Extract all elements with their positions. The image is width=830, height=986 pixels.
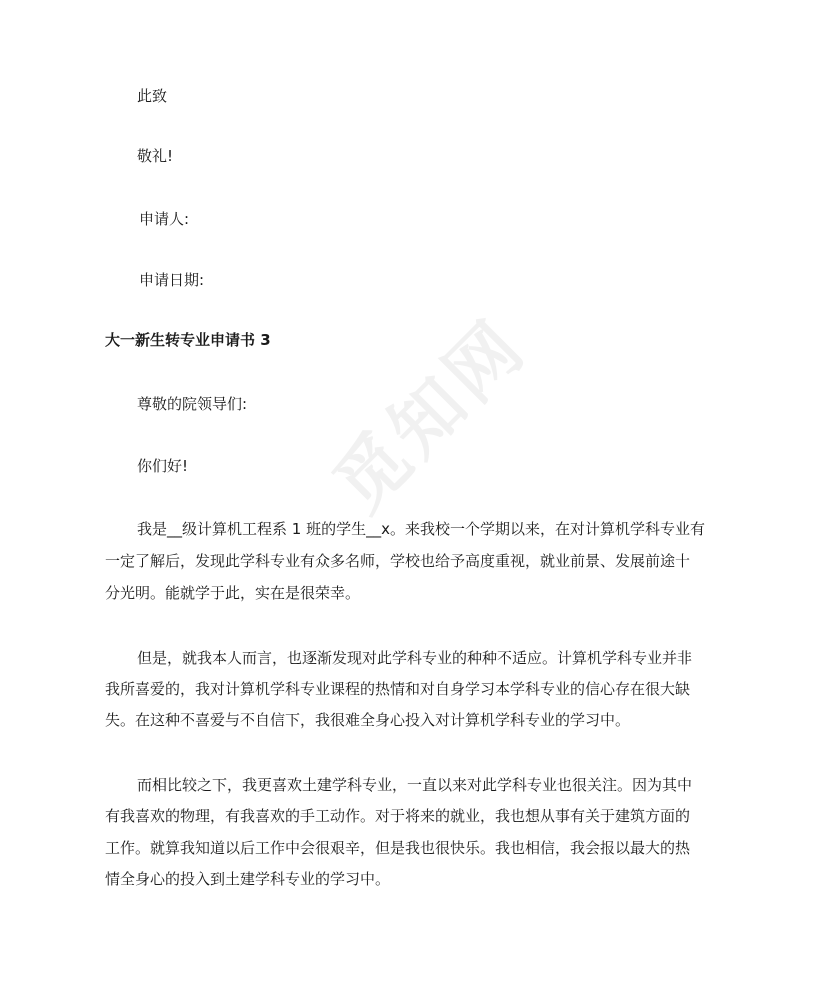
paragraph-1-line-1: 我是__级计算机工程系 1 班的学生__x。来我校一个学期以来，在对计算机学科专业有 (137, 520, 705, 538)
paragraph-1-line-2: 一定了解后，发现此学科专业有众多名师，学校也给予高度重视，就业前景、发展前途十 (105, 552, 691, 570)
greeting-recipient: 尊敬的院领导们: (137, 395, 248, 413)
greeting-line: 你们好! (137, 457, 189, 475)
watermark: 觅知网 (317, 302, 543, 528)
paragraph-3-line-4: 情全身心的投入到土建学科专业的学习中。 (105, 870, 391, 888)
paragraph-2-line-3: 失。在这种不喜爱与不自信下，我很难全身心投入对计算机学科专业的学习中。 (105, 711, 631, 729)
paragraph-1-line-3: 分光明。能就学于此，实在是很荣幸。 (105, 584, 361, 602)
section-heading: 大一新生转专业申请书 3 (105, 331, 271, 349)
paragraph-3-line-3: 工作。就算我知道以后工作中会很艰辛，但是我也很快乐。我也相信，我会报以最大的热 (105, 839, 691, 857)
closing-line: 此致 (137, 87, 168, 105)
applicant-line: 申请人: (139, 210, 190, 228)
paragraph-2-line-2: 我所喜爱的，我对计算机学科专业课程的热情和对自身学习本学科专业的信心存在很大缺 (105, 680, 691, 698)
paragraph-3-line-1: 而相比较之下，我更喜欢土建学科专业，一直以来对此学科专业也很关注。因为其中 (137, 776, 693, 794)
application-date-line: 申请日期: (139, 271, 205, 289)
paragraph-3-line-2: 有我喜欢的物理，有我喜欢的手工动作。对于将来的就业，我也想从事有关于建筑方面的 (105, 807, 691, 825)
paragraph-2-line-1: 但是，就我本人而言，也逐渐发现对此学科专业的种种不适应。计算机学科专业并非 (137, 649, 693, 667)
salutation-line: 敬礼! (137, 147, 174, 165)
